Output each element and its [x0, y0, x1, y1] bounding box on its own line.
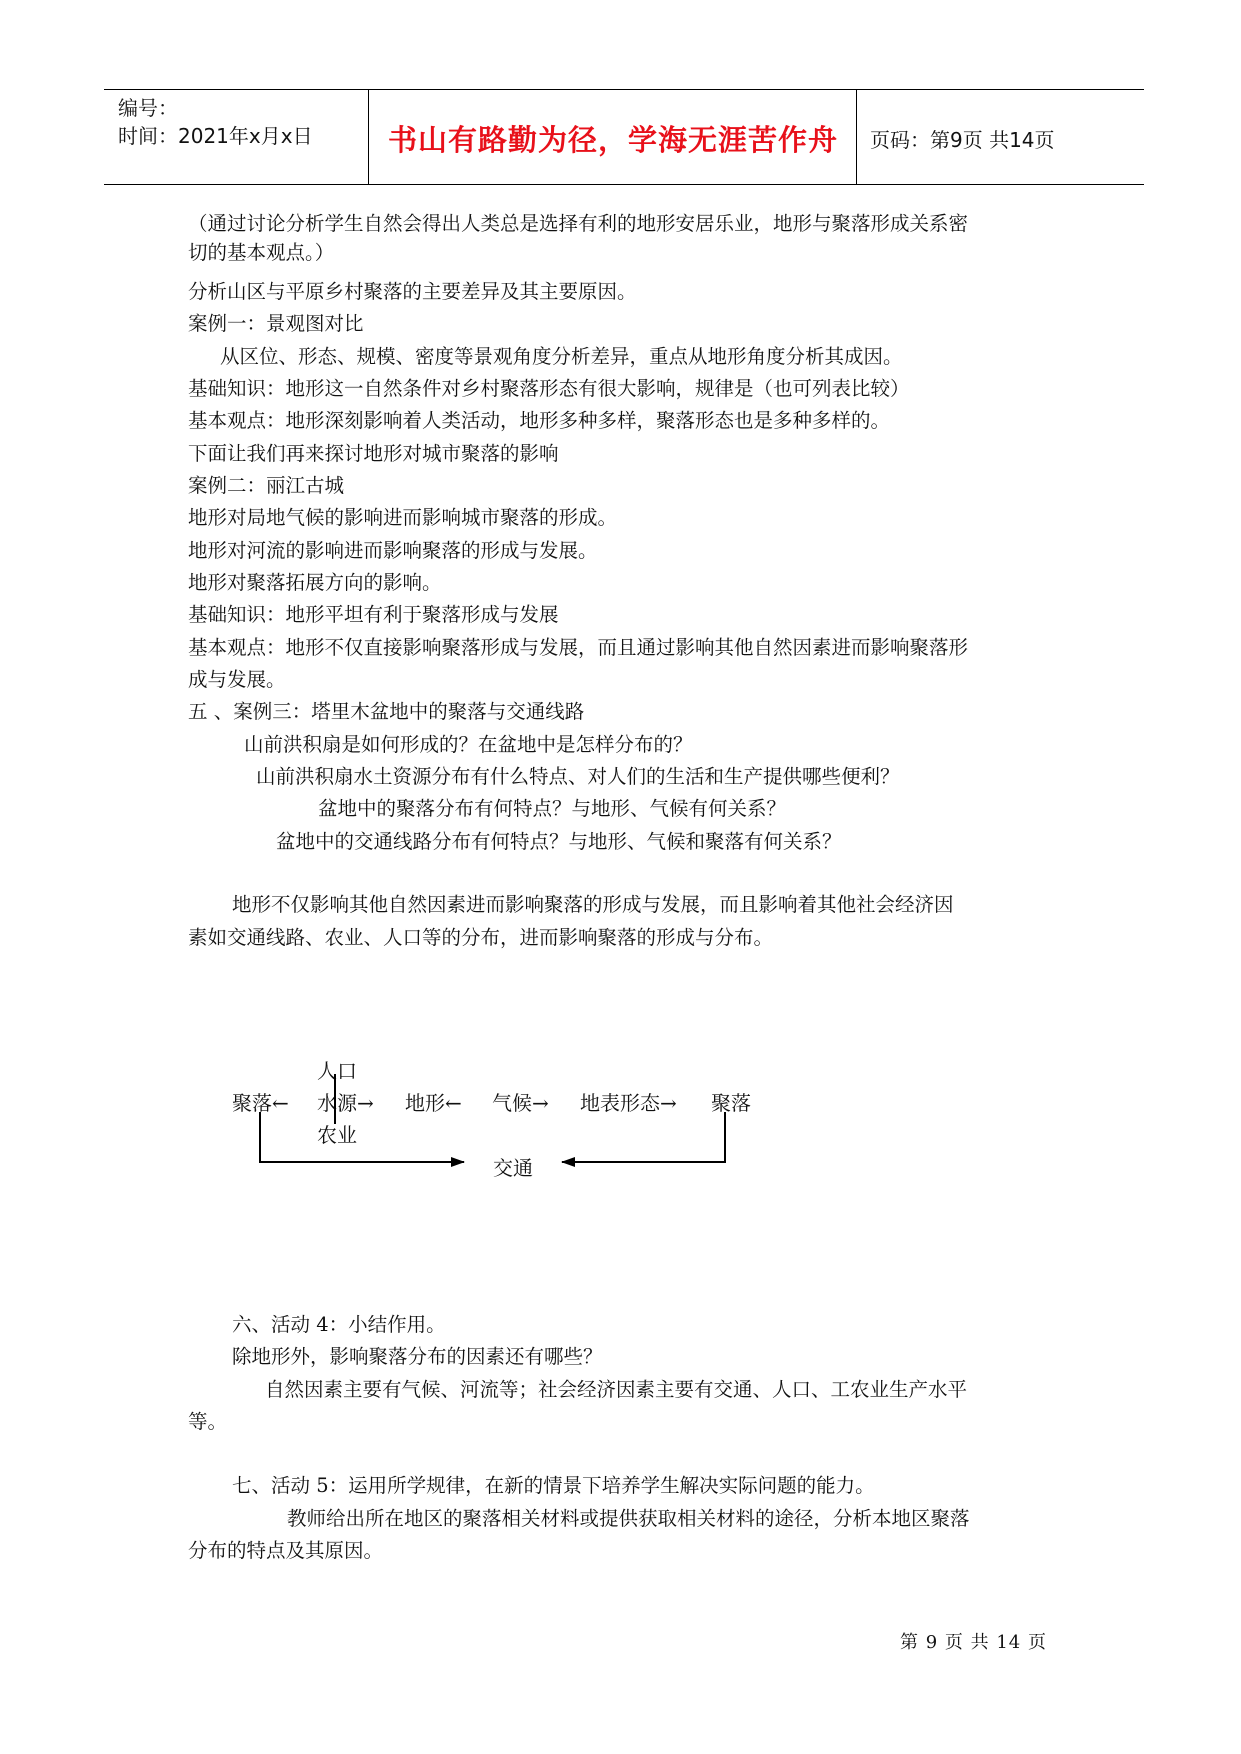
diagram-node-water: 水源→	[317, 1091, 374, 1115]
body-line: 教师给出所在地区的聚落相关材料或提供获取相关材料的途径，分析本地区聚落	[287, 1507, 970, 1530]
body-line: 地形不仅影响其他自然因素进而影响聚落的形成与发展，而且影响着其他社会经济因	[232, 893, 954, 916]
body-line: 素如交通线路、农业、人口等的分布，进而影响聚落的形成与分布。	[188, 926, 774, 949]
body-line: 案例二：丽江古城	[188, 474, 345, 497]
body-line: 基础知识：地形平坦有利于聚落形成与发展	[188, 603, 559, 626]
body-line: 盆地中的交通线路分布有何特点？与地形、气候和聚落有何关系？	[276, 830, 842, 853]
body-line: 切的基本观点。）	[188, 241, 335, 264]
page-footer: 第 9 页 共 14 页	[900, 1632, 1047, 1653]
body-line: 等。	[188, 1410, 228, 1433]
header-motto: 书山有路勤为径，学海无涯苦作舟	[387, 123, 838, 157]
body-line: 地形对聚落拓展方向的影响。	[188, 571, 442, 594]
diagram-node-surface: 地表形态→	[580, 1091, 677, 1115]
document-header	[104, 89, 1144, 185]
body-line: 除地形外，影响聚落分布的因素还有哪些？	[232, 1345, 603, 1368]
diagram-node-agriculture: 农业	[317, 1123, 357, 1147]
diagram-node-settlement-left: 聚落←	[232, 1091, 289, 1115]
connector-right-to-traffic	[562, 1112, 725, 1162]
diagram-node-settlement-right: 聚落	[711, 1091, 751, 1115]
time-label: 时间：2021年x月x日	[118, 124, 313, 148]
body-line: 下面让我们再来探讨地形对城市聚落的影响	[188, 442, 559, 465]
header-page-code: 页码：第9页 共14页	[870, 128, 1055, 152]
header-meta	[118, 94, 368, 150]
diagram-node-climate: 气候→	[492, 1091, 549, 1115]
body-line: （通过讨论分析学生自然会得出人类总是选择有利的地形安居乐业，地形与聚落形成关系密	[188, 212, 969, 235]
body-line: 分布的特点及其原因。	[188, 1539, 384, 1562]
body-line: 基本观点：地形深刻影响着人类活动，地形多种多样，聚落形态也是多种多样的。	[188, 409, 891, 432]
body-line: 盆地中的聚落分布有何特点？与地形、气候有何关系？	[318, 797, 787, 820]
header-divider-right	[856, 90, 857, 184]
header-divider-left	[368, 90, 369, 184]
body-line: 基础知识：地形这一自然条件对乡村聚落形态有很大影响，规律是（也可列表比较）	[188, 377, 910, 400]
section-heading: 六、活动 4：小结作用。	[232, 1313, 446, 1336]
body-line: 基本观点：地形不仅直接影响聚落形成与发展，而且通过影响其他自然因素进而影响聚落形	[188, 636, 969, 659]
section-heading: 七、活动 5：运用所学规律，在新的情景下培养学生解决实际问题的能力。	[232, 1474, 875, 1497]
body-line: 自然因素主要有气候、河流等；社会经济因素主要有交通、人口、工农业生产水平	[265, 1378, 968, 1401]
body-line: 案例一：景观图对比	[188, 312, 364, 335]
section-heading: 五 、案例三：塔里木盆地中的聚落与交通线路	[188, 700, 585, 723]
body-line: 从区位、形态、规模、密度等景观角度分析差异，重点从地形角度分析其成因。	[220, 345, 903, 368]
diagram-node-terrain: 地形←	[405, 1091, 462, 1115]
body-line: 成与发展。	[188, 668, 286, 691]
connector-left-to-traffic	[260, 1112, 464, 1162]
number-label: 编号：	[118, 96, 178, 120]
body-line: 山前洪积扇水土资源分布有什么特点、对人们的生活和生产提供哪些便利？	[256, 765, 900, 788]
body-line: 地形对河流的影响进而影响聚落的形成与发展。	[188, 539, 598, 562]
body-line: 山前洪积扇是如何形成的？在盆地中是怎样分布的？	[244, 733, 693, 756]
body-line: 分析山区与平原乡村聚落的主要差异及其主要原因。	[188, 280, 637, 303]
body-line: 地形对局地气候的影响进而影响城市聚落的形成。	[188, 506, 618, 529]
diagram-node-population: 人口	[317, 1059, 357, 1083]
diagram-node-traffic: 交通	[493, 1156, 533, 1180]
